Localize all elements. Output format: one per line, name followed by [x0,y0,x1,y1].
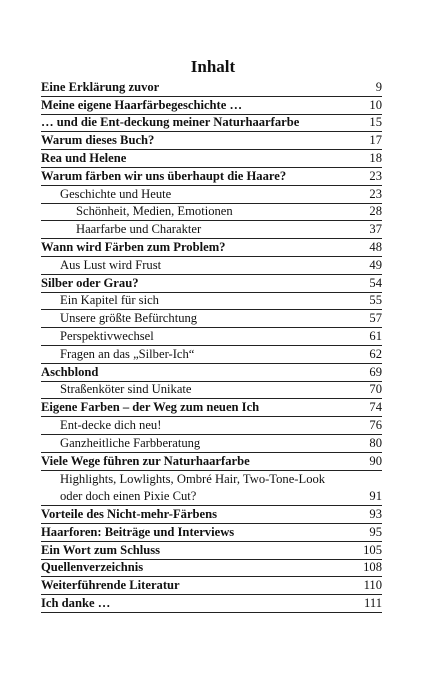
toc-entry-page: 62 [369,346,382,361]
toc-entry [41,204,382,222]
toc-entry-page: 15 [369,115,382,130]
toc-entry [41,115,382,133]
toc-entry-page: 10 [369,97,382,112]
toc-entry-page: 93 [369,506,382,521]
toc-entry-page: 91 [369,489,382,504]
toc-entry [41,132,382,150]
toc-entry [41,328,382,346]
toc-entry-page: 111 [364,595,382,610]
toc-entry [41,595,382,613]
toc-entry [41,577,382,595]
toc-entry-page: 9 [375,79,382,94]
toc-entry-page: 90 [369,453,382,468]
toc-entry [41,257,382,275]
toc-entry [41,186,382,204]
toc-entry [41,293,382,311]
toc-entry-label: Ein Kapitel für sich [60,293,159,308]
page-title: Inhalt [190,57,236,76]
toc-entry-page: 110 [363,578,382,593]
toc-entry-label: Warum dieses Buch? [41,133,155,148]
toc-entry-page: 95 [369,524,382,539]
toc-entry [41,435,382,453]
toc-entry-label: Fragen an das „Silber-Ich“ [60,346,195,361]
toc-entry-page: 61 [369,328,382,343]
toc-entry-page: 105 [363,542,382,557]
toc-entry-label: Rea und Helene [41,150,127,165]
toc-entry-page: 54 [369,275,382,290]
toc-entry [41,488,382,506]
toc-entry [41,221,382,239]
toc-entry-page: 70 [369,382,382,397]
toc-entry-label: Vorteile des Nicht-mehr-Färbens [41,506,218,521]
toc-entry-label: Quellenverzeichnis [41,560,144,575]
toc-entry [41,364,382,382]
toc-entry-label: Viele Wege führen zur Naturhaarfarbe [41,453,250,468]
toc-entry [41,542,382,560]
toc-entry [41,471,382,489]
toc-entry-label: Weiterführende Literatur [41,578,180,593]
toc-entry [41,453,382,471]
toc-entry [41,97,382,115]
toc-entry [41,524,382,542]
toc-entry-page: 76 [369,417,382,432]
toc-entry-page: 37 [369,222,382,237]
toc-entry [41,560,382,578]
toc-entry-page: 23 [369,168,382,183]
toc-entry-label: Meine eigene Haarfärbegeschichte … [41,97,243,112]
table-of-contents [41,79,382,613]
toc-entry-label: Wann wird Färben zum Problem? [41,239,226,254]
toc-entry-label: Haarfarbe und Charakter [76,222,202,237]
toc-entry-label: Highlights, Lowlights, Ombré Hair, Two-Tone-Look [60,472,326,487]
toc-entry-label: Geschichte und Heute [60,186,172,201]
toc-entry [41,79,382,97]
toc-entry-page: 28 [369,204,382,219]
toc-entry-page: 55 [369,293,382,308]
toc-entry-page: 23 [369,186,382,201]
toc-entry-label: Eigene Farben – der Weg zum neuen Ich [41,400,260,415]
toc-entry [41,382,382,400]
toc-entry-label: Straßenköter sind Unikate [60,382,192,397]
toc-entry-page: 74 [369,400,382,415]
toc-entry [41,346,382,364]
toc-entry [41,168,382,186]
toc-entry-page: 69 [369,364,382,379]
toc-entry [41,417,382,435]
toc-entry-label: Ich danke … [41,595,111,610]
toc-entry-label: Ganzheitliche Farbberatung [60,435,201,450]
toc-entry-label: Silber oder Grau? [41,275,139,290]
toc-entry [41,239,382,257]
toc-entry-page: 48 [369,239,382,254]
toc-entry-label: Aschblond [41,364,99,379]
toc-entry-page: 57 [369,311,382,326]
toc-entry-label: Haarforen: Beiträge und Interviews [41,524,235,539]
toc-entry-label: Unsere größte Befürchtung [60,311,198,326]
toc-entry-label: oder doch einen Pixie Cut? [60,489,197,504]
toc-entry-label: Warum färben wir uns überhaupt die Haare? [41,168,287,183]
toc-entry-page: 17 [369,133,382,148]
toc-entry [41,310,382,328]
toc-entry-page: 49 [369,257,382,272]
toc-entry [41,275,382,293]
toc-entry-label: Perspektivwechsel [60,328,154,343]
toc-entry-label: Ein Wort zum Schluss [41,542,161,557]
toc-entry-page: 80 [369,435,382,450]
toc-entry-label: Aus Lust wird Frust [60,257,162,272]
toc-entry [41,399,382,417]
toc-entry-page: 108 [363,560,382,575]
toc-entry-label: Eine Erklärung zuvor [41,79,160,94]
toc-entry [41,150,382,168]
toc-entry-label: … und die Ent-deckung meiner Naturhaarfarbe [41,115,300,130]
toc-entry-page: 18 [369,150,382,165]
toc-entry [41,506,382,524]
toc-entry-label: Ent-decke dich neu! [60,417,162,432]
toc-entry-label: Schönheit, Medien, Emotionen [76,204,233,219]
